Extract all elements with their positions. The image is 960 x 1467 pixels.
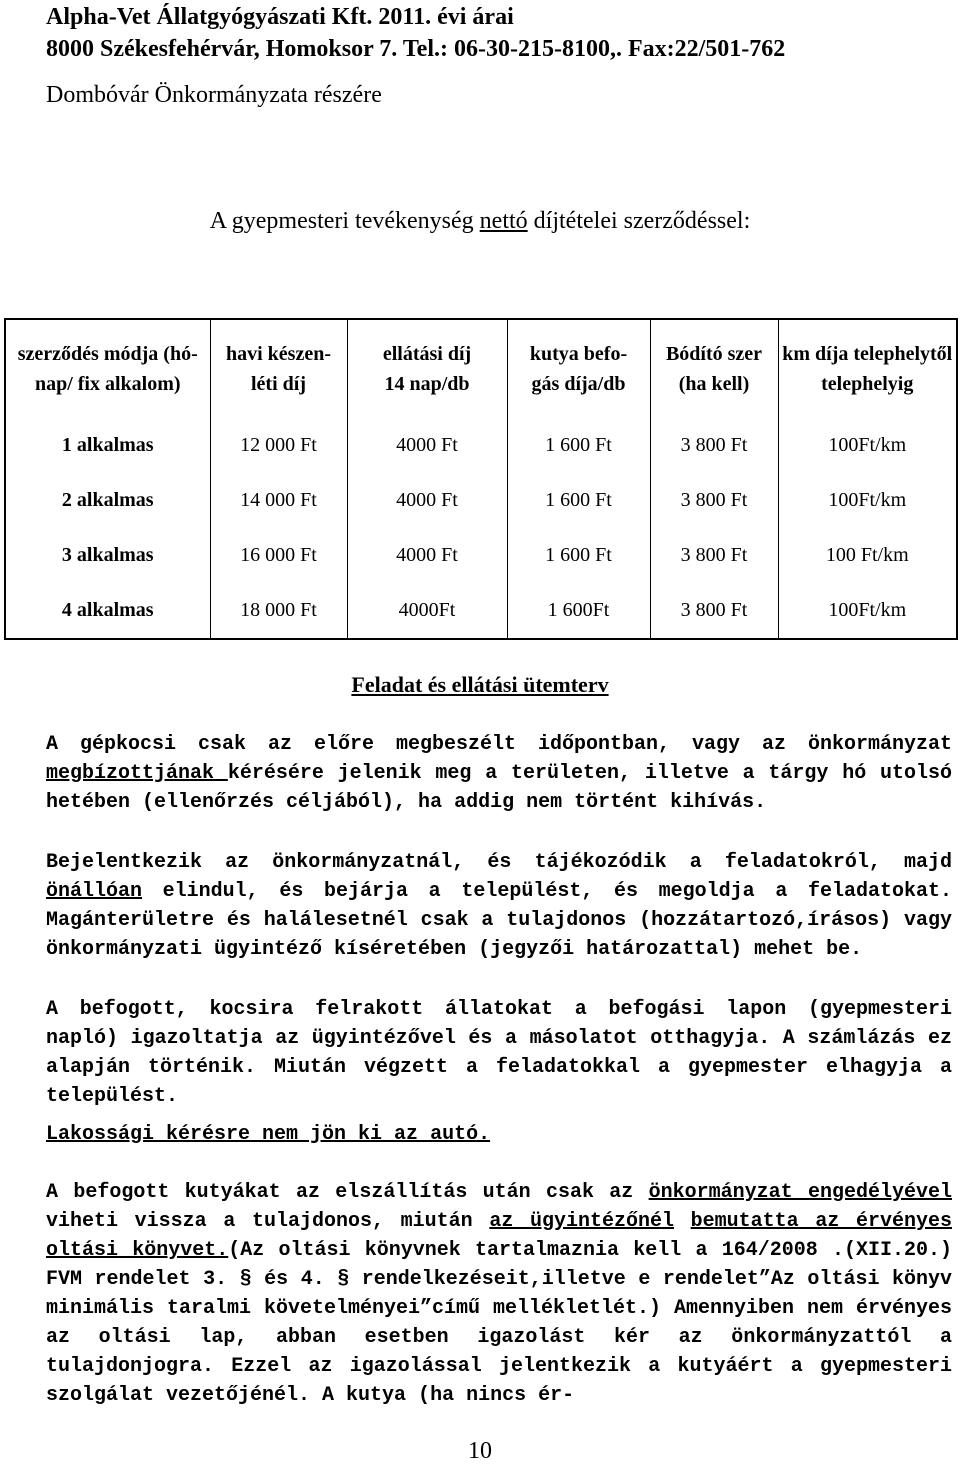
table-cell: 100Ft/km [778,473,957,528]
table-cell: 4000 Ft [347,528,507,583]
table-header-row [5,319,957,418]
header-sedative: Bódító szer (ha kell) [650,319,778,418]
section-title: Feladat és ellátási ütemterv [351,672,609,697]
paragraph-captured-animals: A befogott, kocsira felrakott állatokat a befogási lapon (gyepmesteri napló) igazoltatja az ügyintézővel és a másolatot otthagyja. A számlázás ez alapján történik. Miután végzett a feladatokkal a gyepmester elhagyja a települést. [46,998,952,1108]
table-cell: 3 alkalmas [5,528,210,583]
subtitle-after: díjtételei szerződéssel: [527,208,751,234]
table-cell: 4000 Ft [347,473,507,528]
header-care-fee: ellátási díj 14 nap/db [347,319,507,418]
price-list-subtitle [0,208,960,235]
table-cell: 100Ft/km [778,418,957,473]
table-row [5,583,957,639]
header-capture-fee: kutya befo- gás díja/db [507,319,650,418]
header-km-fee: km díja telephelytől telephelyig [778,319,957,418]
table-cell: 14 000 Ft [210,473,347,528]
page-number: 10 [468,1438,492,1464]
table-cell: 1 600 Ft [507,528,650,583]
table-row [5,528,957,583]
table-cell: 1 600 Ft [507,418,650,473]
address-line: 8000 Székesfehérvár, Homoksor 7. Tel.: 06-30-215-8100,. Fax:22/501-762 [46,36,786,62]
table-cell: 100Ft/km [778,583,957,639]
paragraph-schedule: A gépkocsi csak az előre megbeszélt időpontban, vagy az önkormányzat megbízottjának kérésére jelenik meg a területen, illetve a tárgy hó utolsó hetében (ellenőrzés céljából), ha addig nem történt kihívás. [46,733,953,814]
price-table [4,318,958,640]
table-cell: 4000 Ft [347,418,507,473]
table-cell: 3 800 Ft [650,528,778,583]
table-cell: 100 Ft/km [778,528,957,583]
table-cell: 4000Ft [347,583,507,639]
paragraph-reporting: Bejelentkezik az önkormányzatnál, és tájékozódik a feladatokról, majd önállóan elindul, és bejárja a települést, és megoldja a feladatokat. Magánterületre és halálesetnél csak a tulajdonos (hozzátartozó,írásos) vagy önkormányzati ügyintéző kíséretében (jegyzői határozattal) mehet be. [46,851,952,961]
table-cell: 3 800 Ft [650,418,778,473]
table-cell: 12 000 Ft [210,418,347,473]
subtitle-net: nettó [479,208,528,234]
table-cell: 3 800 Ft [650,473,778,528]
paragraph-resident-requests: Lakossági kérésre nem jön ki az autó. [46,1123,491,1146]
table-cell: 18 000 Ft [210,583,347,639]
table-cell: 3 800 Ft [650,583,778,639]
table-cell: 1 600 Ft [507,473,650,528]
header-standby-fee: havi készen- léti díj [210,319,347,418]
table-row [5,473,957,528]
subtitle-before: A gyepmesteri tevékenység [209,208,480,234]
table-cell: 1 600Ft [507,583,650,639]
paragraph-return-of-dogs: A befogott kutyákat az elszállítás után csak az önkormányzat engedélyével viheti vissza a tulajdonos, miután az ügyintézőnél bemutatta az érvényes oltási könyvet.(Az oltási könyvnek tartalmaznia kell a 164/2008 .(XII.20.) FVM rendelet 3. § és 4. § rendelkezéseit,illetve e rendelet”Az oltási könyv minimális taralmi követelményei”című mellékletlét.) Amennyiben nem érvényes az oltási lap, abban esetben igazolást kér az önkormányzattól a tulajdonjogra. Ezzel az igazolással jelentkezik a kutyáért a gyepmesteri szolgálat vezetőjénél. A kutya (ha nincs ér- [46,1181,952,1407]
table-cell: 16 000 Ft [210,528,347,583]
table-row [5,418,957,473]
company-line: Alpha-Vet Állatgyógyászati Kft. 2011. évi árai [46,4,514,30]
header-contract-type: szerződés módja (hó- nap/ fix alkalom) [5,319,210,418]
table-cell: 4 alkalmas [5,583,210,639]
table-cell: 2 alkalmas [5,473,210,528]
recipient-line: Dombóvár Önkormányzata részére [46,82,382,108]
table-cell: 1 alkalmas [5,418,210,473]
